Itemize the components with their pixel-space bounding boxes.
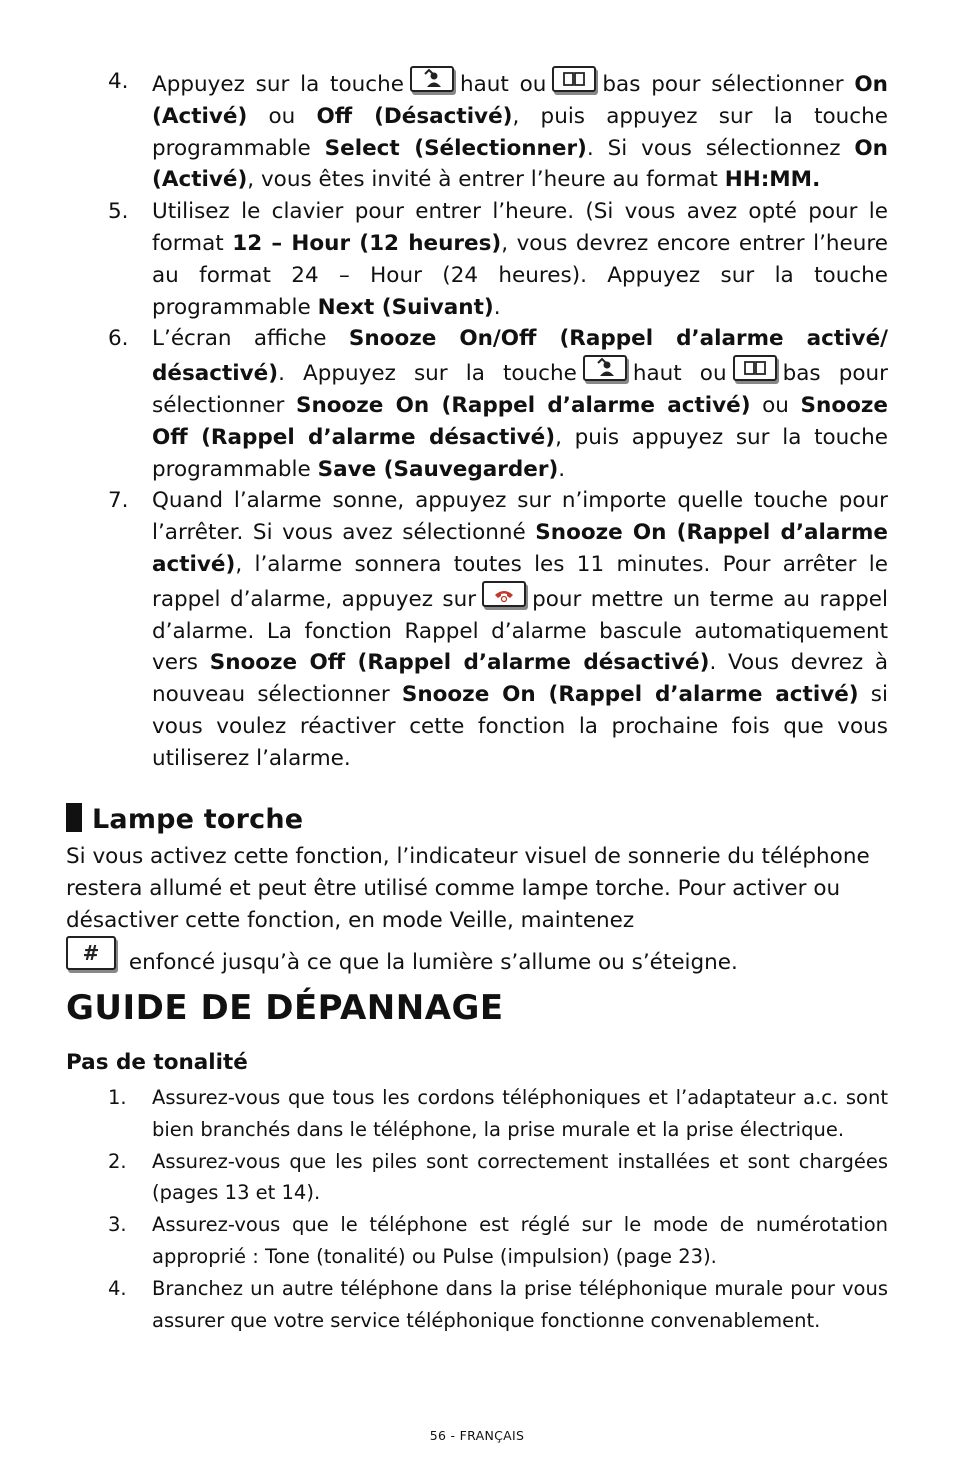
list-item bbox=[0, 1082, 888, 1146]
step-text: ou bbox=[762, 392, 789, 418]
softkey-next: Next (Suivant) bbox=[317, 294, 494, 320]
step-text: , puis appuyez sur la touche programmable bbox=[152, 424, 888, 482]
paragraph-text: enfoncé jusqu’à ce que la lumière s’allume ou s’éteigne. bbox=[128, 950, 738, 976]
alarm-steps-list bbox=[0, 66, 888, 775]
option-on: On (Activé) bbox=[152, 135, 888, 193]
step-text: Quand l’alarme sonne, appuyez sur n’importe quelle touche pour l’arrêter. Si vous avez sélectionné bbox=[152, 488, 888, 546]
step-text: haut ou bbox=[632, 361, 727, 387]
step-text: ou bbox=[268, 103, 296, 129]
item-text: Assurez-vous que le téléphone est réglé sur le mode de numérotation approprié : Tone (tonalité) ou Pulse (impulsion) (page 23). bbox=[152, 1213, 888, 1268]
step-text: . Vous devrez à nouveau sélectionner bbox=[152, 650, 889, 708]
screen-snooze: Snooze On/Off (Rappel d’alarme activé/ désactivé) bbox=[152, 326, 889, 387]
item-number: 4. bbox=[108, 1276, 127, 1300]
item-text: Branchez un autre téléphone dans la prise téléphonique murale pour vous assurer que votre service téléphonique fonctionne convenablement. bbox=[152, 1276, 888, 1332]
step-text: , l’alarme sonnera toutes les 11 minutes. bbox=[235, 551, 711, 577]
step-text: Pour arrêter le rappel d’alarme, appuyez sur bbox=[152, 551, 888, 612]
option-snooze-off: Snooze Off (Rappel d’alarme désactivé) bbox=[152, 392, 888, 450]
step-text: Appuyez sur la touche bbox=[152, 72, 404, 97]
step-text: bas pour sélectionner bbox=[602, 72, 844, 97]
item-text: Assurez-vous que les piles sont correctement installées et sont chargées (pages 13 et 14). bbox=[152, 1149, 888, 1205]
step-text: , vous devrez encore entrer l’heure au format 24 – Hour (24 heures). Appuyez sur la touche programmable bbox=[152, 230, 889, 320]
format-12h: 12 – Hour (12 heures) bbox=[232, 230, 502, 256]
softkey-select: Select (Sélectionner) bbox=[324, 135, 587, 161]
list-item bbox=[0, 1146, 888, 1210]
list-item bbox=[0, 1273, 888, 1337]
step-text: Utilisez le clavier pour entrer l’heure. (Si vous avez opté pour le format bbox=[152, 199, 888, 256]
step-text: , vous êtes invité à entrer l’heure au format bbox=[247, 167, 718, 193]
down-key-icon bbox=[733, 355, 777, 381]
up-key-icon bbox=[583, 355, 627, 381]
paragraph-text: Si vous activez cette fonction, l’indicateur visuel de sonnerie du téléphone restera allumé et peut être utilisé comme lampe torche. Pour activer ou désactiver cette fonction, en mode Veille, maintenez bbox=[66, 844, 870, 933]
list-item bbox=[0, 323, 888, 485]
step-number: 6. bbox=[108, 326, 129, 352]
troubleshoot-list bbox=[0, 1082, 888, 1336]
list-item bbox=[0, 196, 888, 323]
time-format: HH:MM. bbox=[724, 167, 821, 193]
item-number: 3. bbox=[108, 1213, 127, 1237]
step-text: si vous voulez réactiver cette fonction la prochaine fois que vous utiliserez l’alarme. bbox=[152, 682, 888, 771]
step-text: . Si vous sélectionnez bbox=[586, 135, 841, 161]
list-item bbox=[0, 1209, 888, 1273]
option-snooze-on: Snooze On (Rappel d’alarme activé) bbox=[295, 392, 751, 418]
lampe-paragraph bbox=[66, 841, 896, 979]
step-text: . Appuyez sur la touche bbox=[278, 361, 577, 387]
step-number: 4. bbox=[108, 69, 129, 94]
list-item bbox=[0, 485, 888, 774]
end-call-key-icon bbox=[482, 581, 526, 607]
hash-key-icon bbox=[66, 936, 116, 970]
step-text: haut ou bbox=[459, 72, 547, 97]
page-footer: 56 - FRANÇAIS bbox=[429, 1428, 525, 1443]
heading-bar-icon bbox=[66, 803, 82, 832]
subsection-heading: Pas de tonalité bbox=[66, 1050, 248, 1075]
item-number: 1. bbox=[108, 1086, 127, 1109]
list-item bbox=[0, 66, 888, 196]
step-text: bas pour sélectionner bbox=[152, 361, 888, 418]
step-number: 7. bbox=[108, 488, 129, 514]
step-number: 5. bbox=[108, 199, 129, 225]
option-snooze-on: Snooze On (Rappel d’alarme activé) bbox=[401, 682, 859, 708]
section-heading-lampe-torche bbox=[66, 803, 303, 835]
step-text: , puis appuyez sur la touche programmable bbox=[152, 103, 888, 161]
step-text: . bbox=[558, 456, 566, 482]
guide-title: GUIDE DE DÉPANNAGE bbox=[66, 988, 504, 1028]
item-text: Assurez-vous que tous les cordons téléphoniques et l’adaptateur a.c. sont bien branchés dans le téléphone, la prise murale et la prise électrique. bbox=[152, 1086, 888, 1141]
step-text: L’écran affiche bbox=[152, 326, 327, 352]
option-snooze-on: Snooze On (Rappel d’alarme activé) bbox=[152, 520, 888, 577]
option-snooze-off: Snooze Off (Rappel d’alarme désactivé) bbox=[209, 650, 710, 676]
softkey-save: Save (Sauvegarder) bbox=[317, 456, 559, 482]
step-text: . bbox=[493, 294, 501, 320]
section-heading-text: Lampe torche bbox=[92, 804, 304, 835]
down-key-icon bbox=[552, 66, 596, 92]
item-number: 2. bbox=[108, 1149, 127, 1173]
up-key-icon bbox=[410, 66, 454, 92]
option-on: On (Activé) bbox=[152, 72, 888, 129]
option-off: Off (Désactivé) bbox=[316, 103, 513, 129]
step-text: pour mettre un terme au rappel d’alarme. La fonction Rappel d’alarme bascule automatiquement vers bbox=[152, 586, 888, 676]
svg-text:#: # bbox=[82, 941, 100, 966]
